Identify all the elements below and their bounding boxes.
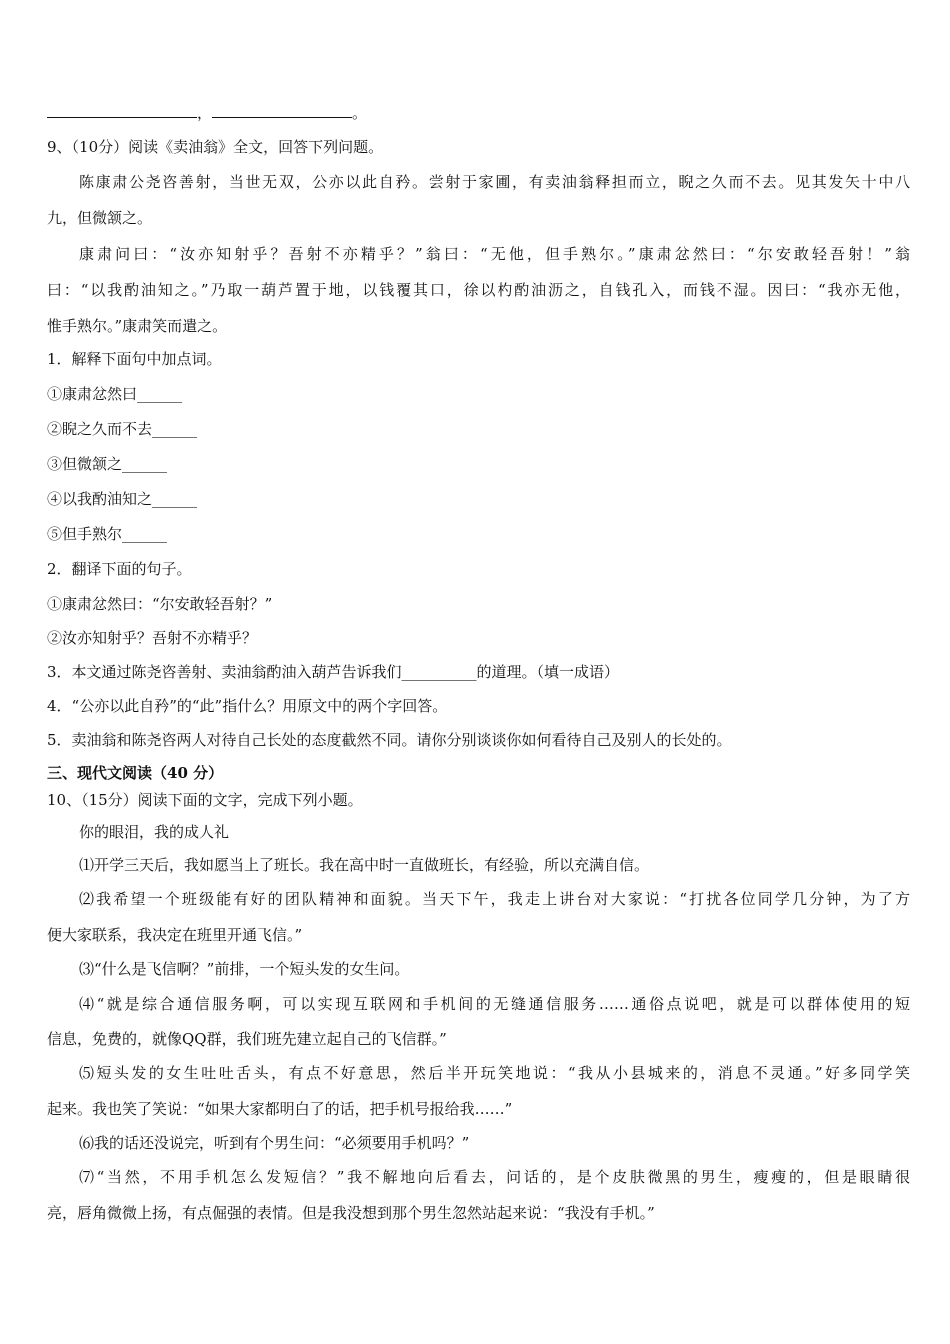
- passage-line: 陈康肃公尧咨善射，当世无双，公亦以此自矜。尝射于家圃，有卖油翁释担而立，睨之久而不去。见其发矢十中八: [79, 173, 910, 191]
- article-para: 起来。我也笑了笑说：“如果大家都明白了的话，把手机号报给我……”: [47, 1100, 513, 1118]
- sub1-item: ⑤但手熟尔______: [47, 525, 168, 543]
- article-para: ⑴开学三天后，我如愿当上了班长。我在高中时一直做班长，有经验，所以充满自信。: [79, 856, 650, 874]
- article-para: 亮，唇角微微上扬，有点倔强的表情。但是我没想到那个男生忽然站起来说：“我没有手机。”: [47, 1204, 655, 1222]
- article-para: ⑶“什么是飞信啊？”前排，一个短头发的女生问。: [79, 960, 410, 978]
- article-para: ⑺“当然，不用手机怎么发短信？”我不解地向后看去，问话的，是个皮肤微黑的男生，瘦瘦的，但是眼睛很: [79, 1168, 910, 1186]
- article-para: ⑸短头发的女生吐吐舌头，有点不好意思，然后半开玩笑地说：“我从小县城来的，消息不灵通。”好多同学笑: [79, 1064, 910, 1082]
- article-para: ⑷“就是综合通信服务啊，可以实现互联网和手机间的无缝通信服务……通俗点说吧，就是可以群体使用的短: [79, 995, 910, 1013]
- article-para: ⑹我的话还没说完，听到有个男生问：“必须要用手机吗？”: [79, 1134, 470, 1152]
- article-para: ⑵我希望一个班级能有好的团队精神和面貌。当天下午，我走上讲台对大家说：“打扰各位同学几分钟，为了方: [79, 890, 910, 908]
- sub-question-4: 4．“公亦以此自矜”的“此”指什么？用原文中的两个字回答。: [47, 697, 448, 715]
- passage-line: 九，但微颔之。: [47, 209, 153, 227]
- sub2-item: ②汝亦知射乎？吾射不亦精乎？: [47, 629, 258, 647]
- article-para: 信息，免费的，就像QQ群，我们班先建立起自己的飞信群。”: [47, 1030, 447, 1048]
- article-para: 便大家联系，我决定在班里开通飞信。”: [47, 926, 303, 944]
- q9-header: 9、（10分）阅读《卖油翁》全文，回答下列问题。: [47, 138, 384, 156]
- sub1-item: ③但微颔之______: [47, 455, 168, 473]
- blank: [47, 103, 197, 118]
- blank: [212, 103, 352, 118]
- passage-line: 曰：“以我酌油知之。”乃取一葫芦置于地，以钱覆其口，徐以杓酌油沥之，自钱孔入，而钱不湿。因曰：“我亦无他，: [47, 281, 910, 299]
- sub-question-5: 5．卖油翁和陈尧咨两人对待自己长处的态度截然不同。请你分别谈谈你如何看待自己及别人的长处的。: [47, 731, 732, 749]
- sub-question-3: 3．本文通过陈尧咨善射、卖油翁酌油入葫芦告诉我们__________的道理。（填一成语）: [47, 663, 620, 681]
- sub-question-2: 2．翻译下面的句子。: [47, 560, 192, 578]
- sub-question-1: 1．解释下面句中加点词。: [47, 350, 222, 368]
- passage-line: 惟手熟尔。”康肃笑而遣之。: [47, 317, 228, 335]
- sub1-item: ④以我酌油知之______: [47, 490, 198, 508]
- period: 。: [352, 104, 368, 122]
- passage-line: 康肃问曰：“汝亦知射乎？吾射不亦精乎？”翁曰：“无他，但手熟尔。”康肃忿然曰：“尔安敢轻吾射！”翁: [79, 245, 910, 263]
- article-title: 你的眼泪，我的成人礼: [79, 823, 230, 841]
- comma: ，: [197, 104, 213, 122]
- sub1-item: ①康肃忿然曰______: [47, 385, 183, 403]
- sub2-item: ①康肃忿然曰：“尔安敢轻吾射？”: [47, 595, 273, 613]
- section-heading: 三、现代文阅读（40 分）: [47, 764, 224, 782]
- answer-blank-line: [47, 103, 910, 123]
- sub1-item: ②睨之久而不去______: [47, 420, 198, 438]
- q10-header: 10、（15分）阅读下面的文字，完成下列小题。: [47, 791, 363, 809]
